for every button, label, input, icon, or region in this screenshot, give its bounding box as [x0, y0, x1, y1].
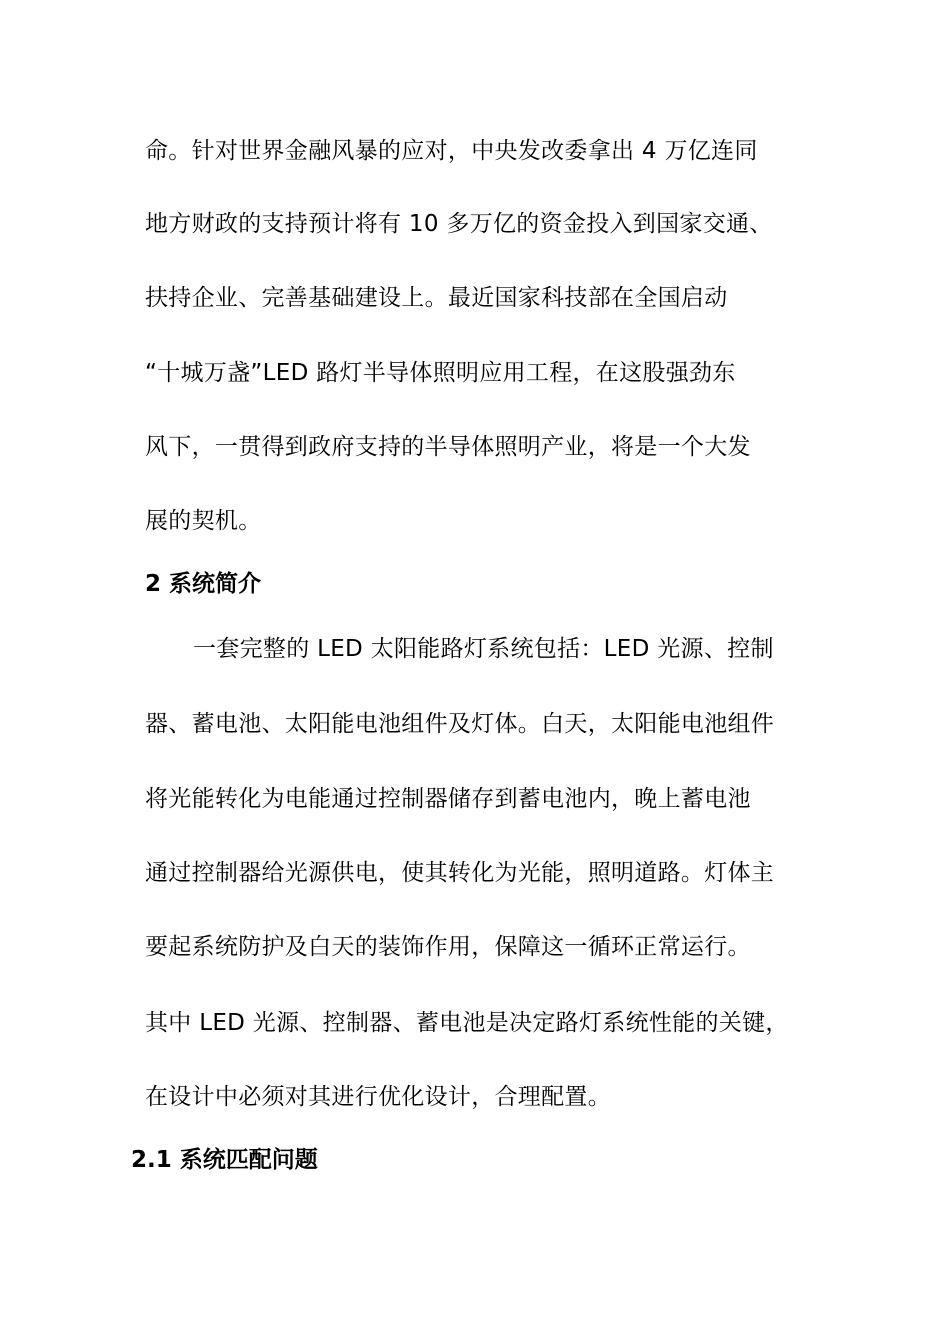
paragraph-line: 在设计中必须对其进行优化设计，合理配置。: [145, 1084, 611, 1110]
paragraph-line: “十城万盏”LED 路灯半导体照明应用工程，在这股强劲东: [145, 360, 736, 386]
section-heading: 2 系统简介: [145, 571, 262, 597]
paragraph-line: 一套完整的 LED 太阳能路灯系统包括：LED 光源、控制: [193, 636, 774, 662]
paragraph-line: 扶持企业、完善基础建设上。最近国家科技部在全国启动: [145, 285, 728, 311]
paragraph-line: 将光能转化为电能通过控制器储存到蓄电池内，晚上蓄电池: [145, 786, 751, 812]
paragraph-line: 命。针对世界金融风暴的应对，中央发改委拿出 4 万亿连同: [145, 138, 758, 164]
paragraph-line: 通过控制器给光源供电，使其转化为光能，照明道路。灯体主: [145, 860, 775, 886]
paragraph-line: 风下，一贯得到政府支持的半导体照明产业，将是一个大发: [145, 434, 751, 460]
paragraph-line: 地方财政的支持预计将有 10 多万亿的资金投入到国家交通、: [145, 211, 773, 237]
subsection-heading: 2.1 系统匹配问题: [131, 1147, 318, 1173]
paragraph-line: 器、蓄电池、太阳能电池组件及灯体。白天，太阳能电池组件: [145, 711, 775, 737]
paragraph-line: 展的契机。: [145, 508, 262, 534]
paragraph-line: 其中 LED 光源、控制器、蓄电池是决定路灯系统性能的关键，: [145, 1010, 789, 1036]
paragraph-line: 要起系统防护及白天的装饰作用，保障这一循环正常运行。: [145, 934, 751, 960]
